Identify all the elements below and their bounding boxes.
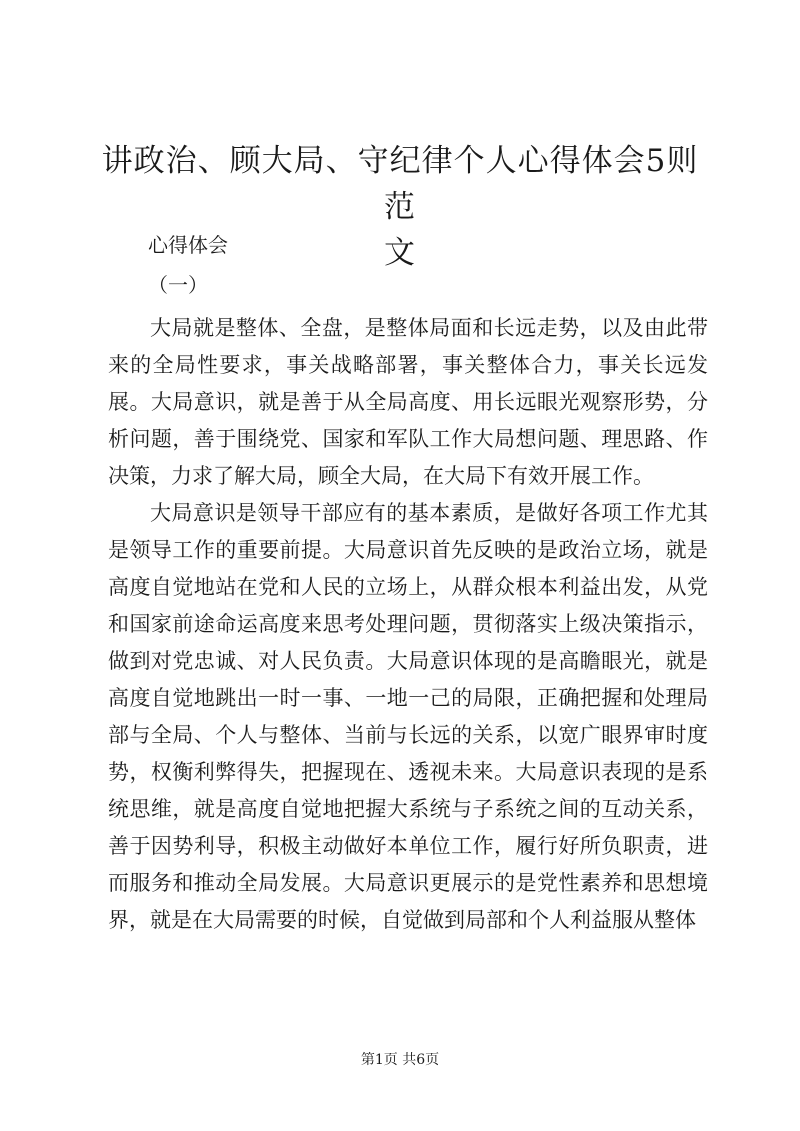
paragraph-1: 大局就是整体、全盘，是整体局面和长远走势，以及由此带来的全局性要求，事关战略部署，事关整体合力，事关长远发展。大局意识，就是善于从全局高度、用长远眼光观察形势，分析问题，善于围绕党、国家和军队工作大局想问题、理思路、作决策，力求了解大局，顾全大局，在大局下有效开展工作。 — [108, 316, 708, 488]
section-label: 心得体会 — [148, 233, 228, 257]
paragraph-2: 大局意识是领导干部应有的基本素质，是做好各项工作尤其是领导工作的重要前提。大局意识首先反映的是政治立场，就是高度自觉地站在党和人民的立场上，从群众根本利益出发，从党和国家前途命运高度来思考处理问题，贯彻落实上级决策指示，做到对党忠诚、对人民负责。大局意识体现的是高瞻眼光，就是高度自觉地跳出一时一事、一地一己的局限，正确把握和处理局部与全局、个人与整体、当前与长远的关系，以宽广眼界审时度势，权衡利弊得失，把握现在、透视未来。大局意识表现的是系统思维，就是高度自觉地把握大系统与子系统之间的互动关系，善于因势利导，积极主动做好本单位工作，履行好所负职责，进而服务和推动全局发展。大局意识更展示的是党性素养和思想境界，就是在大局需要的时候，自觉做到局部和个人利益服从整体 — [108, 501, 708, 932]
subsection-label: （一） — [148, 273, 208, 297]
title-line-1: 讲政治、顾大局、守纪律个人心得体会5则范 — [101, 143, 699, 225]
page-footer: 第1页 共6页 — [360, 1052, 440, 1068]
title-line-2: 文 — [384, 235, 416, 271]
document-body — [108, 310, 708, 939]
